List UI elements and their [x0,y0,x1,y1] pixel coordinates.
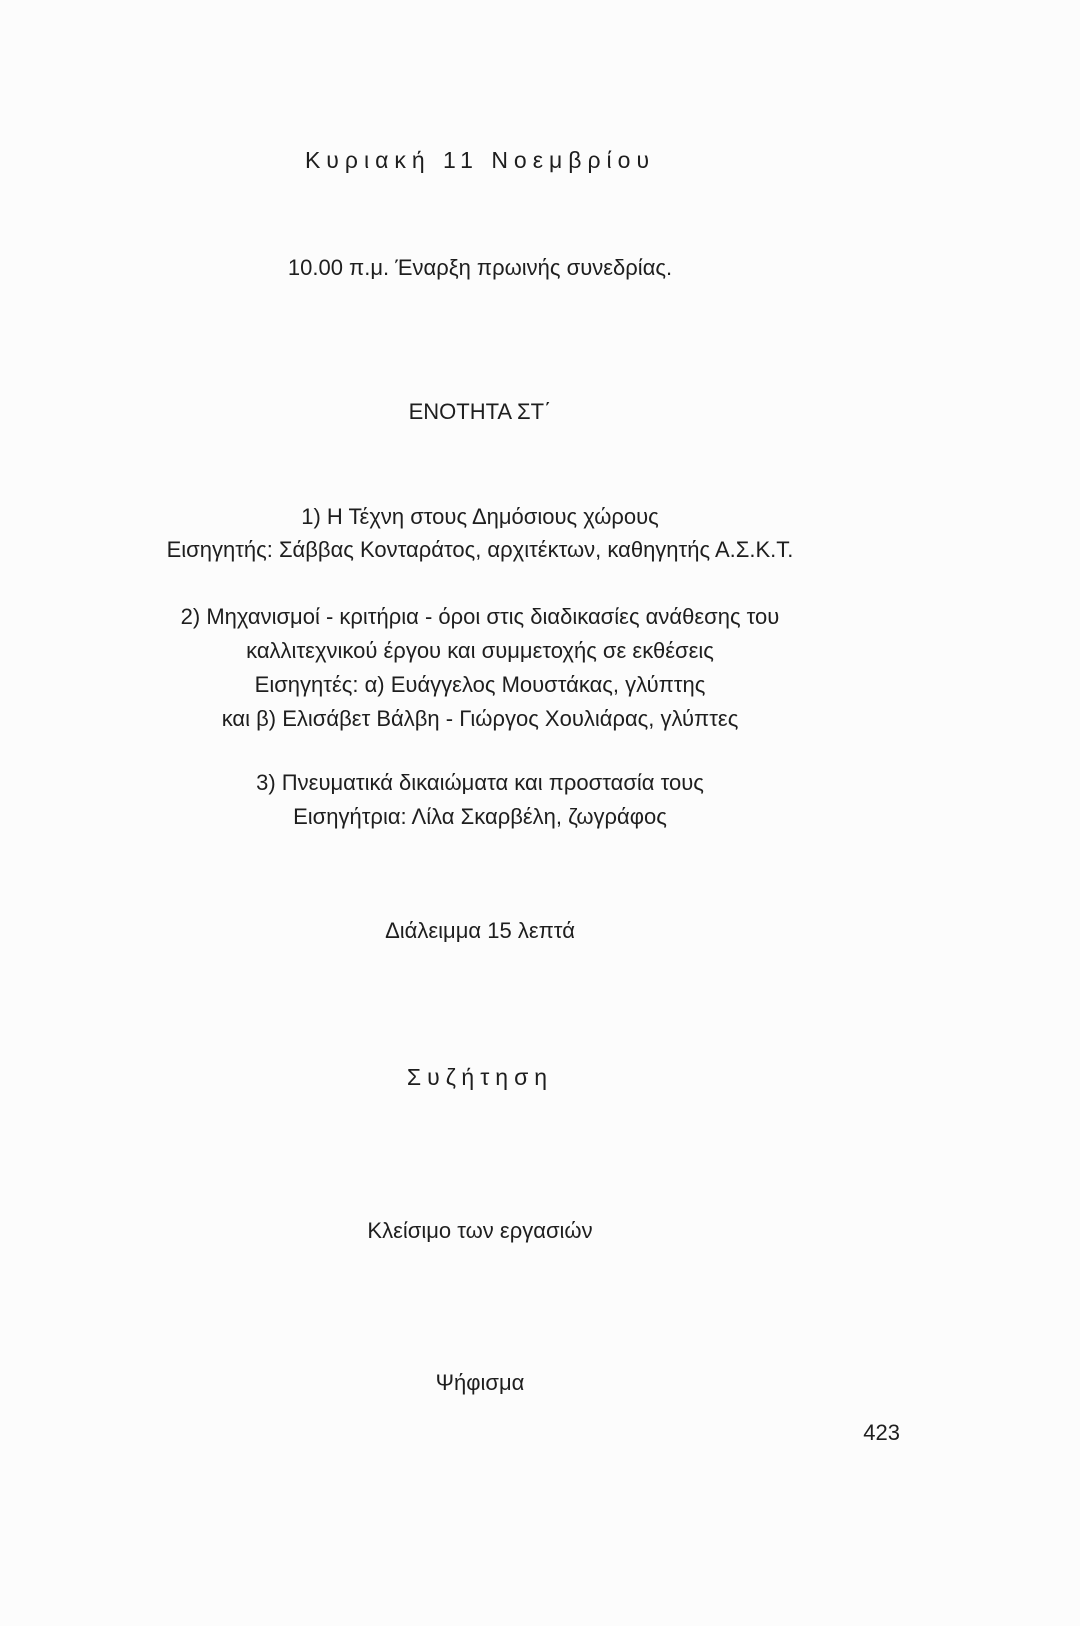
topic-3-speakers: Εισηγήτρια: Λίλα Σκαρβέλη, ζωγράφος [293,804,667,829]
topic-2-speakers-line-2: και β) Ελισάβετ Βάλβη - Γιώργος Χουλιάρας, γλύπτες [221,706,739,731]
day-heading: Κυριακή 11 Νοεμβρίου [304,147,656,173]
page-number: 423 [863,1420,900,1445]
topic-2-speakers-line-1: Εισηγητές: α) Ευάγγελος Μουστάκας, γλύπτης [254,672,706,697]
discussion-heading: Συζήτηση [406,1064,554,1090]
session-start: 10.00 π.μ. Έναρξη πρωινής συνεδρίας. [287,255,673,280]
break-note: Διάλειμμα 15 λεπτά [385,918,575,943]
section-title: ΕΝΟΤΗΤΑ ΣΤ΄ [408,399,552,424]
topic-1-speakers: Εισηγητής: Σάββας Κονταράτος, αρχιτέκτων, καθηγητής Α.Σ.Κ.Τ. [166,537,794,562]
closing-note: Κλείσιμο των εργασιών [367,1218,593,1243]
topic-2-title-line-2: καλλιτεχνικού έργου και συμμετοχής σε εκθέσεις [246,638,714,663]
topic-2-title-line-1: 2) Μηχανισμοί - κριτήρια - όροι στις διαδικασίες ανάθεσης του [180,604,780,629]
topic-3-title: 3) Πνευματικά δικαιώματα και προστασία τους [256,770,704,795]
resolution-note: Ψήφισμα [435,1370,525,1395]
topic-1-title: 1) Η Τέχνη στους Δημόσιους χώρους [301,504,659,529]
